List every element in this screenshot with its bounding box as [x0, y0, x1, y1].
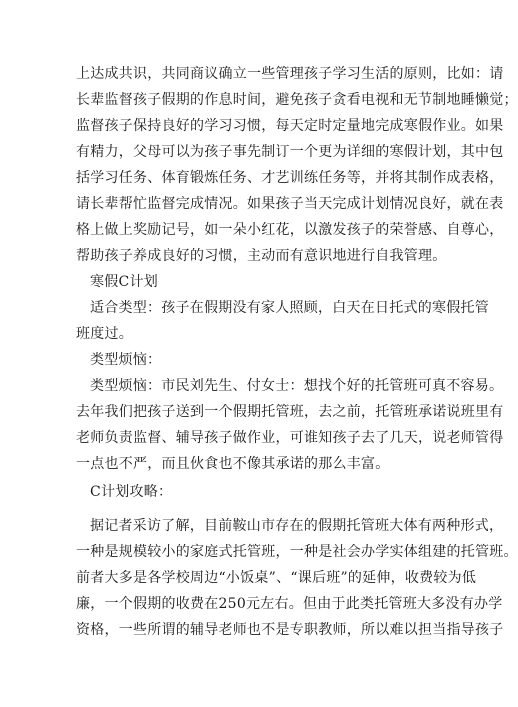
section-heading: 寒假C计划	[90, 274, 158, 290]
paragraph-line: 监督孩子保持良好的学习习惯，每天定时定量地完成寒假作业。如果	[76, 118, 504, 134]
paragraph-line: 帮助孩子养成良好的习惯，主动而有意识地进行自我管理。	[76, 248, 447, 264]
paragraph-line: 上达成共识，共同商议确立一些管理孩子学习生活的原则，比如：请	[76, 66, 504, 82]
paragraph-line: 去年我们把孩子送到一个假期托管班，去之前，托管班承诺说班里有	[76, 404, 504, 420]
paragraph-line: 班度过。	[76, 326, 133, 342]
paragraph-line: 请长辈帮忙监督完成情况。如果孩子当天完成计划情况良好，就在表	[76, 196, 504, 212]
section-heading: C计划攻略：	[90, 484, 173, 500]
section-heading: 类型烦恼：	[90, 352, 162, 368]
paragraph-line: 廉，一个假期的收费在250元左右。但由于此类托管班大多没有办学	[76, 596, 503, 612]
paragraph-line: 长辈监督孩子假期的作息时间，避免孩子贪看电视和无节制地睡懒觉；	[76, 92, 518, 108]
paragraph-line: 据记者采访了解，目前鞍山市存在的假期托管班大体有两种形式，	[90, 518, 504, 534]
paragraph-line: 资格，一些所谓的辅导老师也不是专职教师，所以难以担当指导孩子	[76, 622, 504, 638]
paragraph-line: 格上做上奖励记号，如一朵小红花，以激发孩子的荣誉感、自尊心，	[76, 222, 504, 238]
paragraph-line: 适合类型：孩子在假期没有家人照顾，白天在日托式的寒假托管	[90, 300, 489, 316]
paragraph-line: 有精力，父母可以为孩子事先制订一个更为详细的寒假计划，其中包	[76, 144, 504, 160]
paragraph-line: 类型烦恼：市民刘先生、付女士：想找个好的托管班可真不容易。	[90, 378, 504, 394]
paragraph-line: 老师负责监督、辅导孩子做作业，可谁知孩子去了几天，说老师管得	[76, 430, 504, 446]
paragraph-line: 一点也不严，而且伙食也不像其承诺的那么丰富。	[76, 456, 390, 472]
paragraph-line: 一种是规模较小的家庭式托管班，一种是社会办学实体组建的托管班。	[76, 544, 518, 560]
paragraph-line: 括学习任务、体育锻炼任务、才艺训练任务等，并将其制作成表格，	[76, 170, 504, 186]
paragraph-line: 前者大多是各学校周边“小饭桌”、“课后班”的延伸，收费较为低	[76, 570, 477, 586]
